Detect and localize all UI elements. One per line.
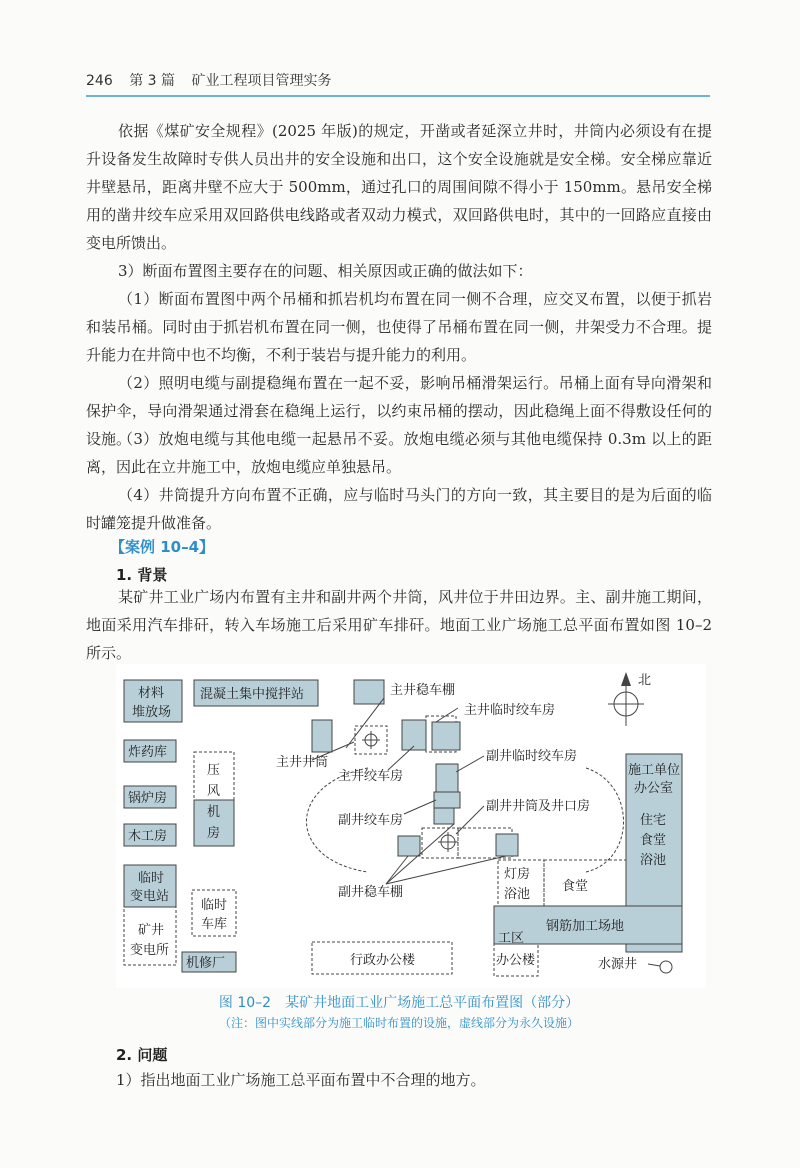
material-yard-label-1: 材料 (138, 686, 165, 701)
water-well-label: 水源井 (598, 957, 638, 972)
background-heading: 1. 背景 (116, 566, 168, 584)
compressor-label-2: 风 (207, 784, 221, 799)
north-label: 北 (638, 673, 652, 688)
main-shaft-label: 主井井筒 (276, 755, 329, 770)
main-temp-winch-box (432, 722, 460, 750)
paragraph-section-3: 3）断面布置图主要存在的问题、相关原因或正确的做法如下： (118, 262, 533, 280)
aux-shaft-dashed-left (422, 828, 458, 858)
water-well-icon (660, 961, 672, 973)
explosive-store-label: 炸药库 (128, 745, 168, 760)
case-label: 【案例 10–4】 (110, 538, 215, 556)
background-text: 某矿井工业广场内布置有主井和副井两个井筒，风井位于井田边界。主、副井施工期间，地面采用汽车排矸，转入车场施工后采用矿车排矸。地面工业广场施工总平面布置如图 10–2 所示。 (86, 588, 712, 662)
questions-heading: 2. 问题 (116, 1046, 168, 1064)
aux-steady-block-left (398, 836, 420, 856)
site-layout-figure (116, 664, 706, 988)
canteen-label-1: 食堂 (640, 833, 667, 848)
aux-winch-label: 副井绞车房 (338, 813, 404, 828)
compressor-label-4: 房 (207, 826, 221, 841)
work-area-label: 工区 (498, 931, 525, 946)
figure-caption: 图 10–2 某矿井地面工业广场施工总平面布置图（部分） (218, 995, 580, 1011)
aux-temp-winch-label: 副井临时绞车房 (486, 749, 578, 764)
bath-label-2: 浴池 (504, 887, 531, 902)
boiler-room-label: 锅炉房 (128, 791, 168, 806)
main-steady-box-left (312, 720, 332, 752)
main-steady-shed-label: 主井稳车棚 (390, 683, 456, 698)
aux-shaft-mouth-label: 副井井筒及井口房 (486, 799, 591, 814)
compressor-label-1: 压 (207, 763, 221, 778)
residence-label: 住宅 (640, 813, 667, 828)
contractor-office-label-1: 施工单位 (628, 763, 681, 778)
rebar-yard-label: 钢筋加工场地 (546, 919, 625, 934)
carpentry-label: 木工房 (128, 829, 168, 844)
header-rule (86, 95, 710, 97)
concrete-station-label: 混凝土集中搅拌站 (200, 687, 305, 702)
paragraph-safety-ladder: 依据《煤矿安全规程》(2025 年版)的规定，开凿或者延深立井时，井筒内必须设有在提升设备发生故障时专供人员出井的安全设施和出口，这个安全设施就是安全梯。安全梯应靠近井壁悬吊，距离井壁不应大于 500mm，通过孔口的周围间隙不得小于 150mm。悬吊安全梯用的凿井绞车应采用双回路供电线路或者双动力模式，双回路供电时，其中的一回路应直接由变电所馈出。 (86, 122, 712, 252)
main-temp-winch-label: 主井临时绞车房 (464, 703, 556, 718)
main-steady-shed-box (354, 680, 384, 704)
book-title: 矿业工程项目管理实务 (191, 73, 332, 89)
question-1: 1）指出地面工业广场施工总平面布置中不合理的地方。 (116, 1071, 486, 1089)
lamp-room-label: 灯房 (504, 867, 531, 882)
canteen-label-2: 食堂 (562, 879, 589, 894)
main-winch-label: 主井绞车房 (338, 769, 404, 784)
main-winch-block (402, 720, 426, 750)
temp-garage-label-1: 临时 (201, 898, 228, 913)
aux-winch-block-1 (434, 792, 460, 808)
figure-note: （注：图中实线部分为施工临时布置的设施，虚线部分为永久设施） (218, 1016, 579, 1030)
aux-steady-shed-label: 副井稳车棚 (338, 885, 404, 900)
paragraph-item-4: （4）井筒提升方向布置不正确，应与临时马头门的方向一致，其主要目的是为后面的临时罐笼提升做准备。 (86, 486, 712, 532)
mine-substation-label-1: 矿井 (138, 923, 165, 938)
section-label: 第 3 篇 (129, 73, 175, 89)
aux-winch-block-2 (434, 808, 454, 824)
aux-steady-block-right (496, 834, 518, 856)
page-header (86, 70, 331, 90)
aux-temp-winch-box (436, 764, 458, 792)
paragraph-item-2: （2）照明电缆与副提稳绳布置在一起不妥，影响吊桶滑架运行。吊桶上面有导向滑架和保护伞，导向滑架通过滑套在稳绳上运行，以约束吊桶的摆动，因此稳绳上面不得敷设任何的设施。 (86, 374, 712, 448)
material-yard-label-2: 堆放场 (132, 705, 172, 720)
repair-shop-label: 机修厂 (186, 956, 226, 971)
contractor-office-label-2: 办公室 (634, 781, 674, 796)
ring-right-arc (586, 768, 624, 872)
page-number: 246 (86, 73, 113, 89)
temp-substation-label-2: 变电站 (130, 889, 170, 904)
compressor-label-3: 机 (207, 805, 221, 820)
temp-substation-label-1: 临时 (138, 871, 165, 886)
mine-substation-label-2: 变电所 (130, 943, 170, 958)
admin-building-label: 行政办公楼 (350, 953, 416, 968)
bath-label-1: 浴池 (640, 853, 667, 868)
paragraph-item-3: （3）放炮电缆与其他电缆一起悬吊不妥。放炮电缆必须与其他电缆保持 0.3m 以上的距离，因此在立井施工中，放炮电缆应单独悬吊。 (86, 430, 712, 476)
temp-garage-label-2: 车库 (201, 917, 228, 932)
north-arrow-icon (621, 672, 631, 686)
office-building-label: 办公楼 (496, 953, 536, 968)
paragraph-item-1: （1）断面布置图中两个吊桶和抓岩机均布置在同一侧不合理，应交叉布置，以便于抓岩和装吊桶。同时由于抓岩机布置在同一侧，也使得了吊桶布置在同一侧，井架受力不合理。提升能力在井筒中也不均衡，不利于装岩与提升能力的利用。 (86, 290, 712, 364)
